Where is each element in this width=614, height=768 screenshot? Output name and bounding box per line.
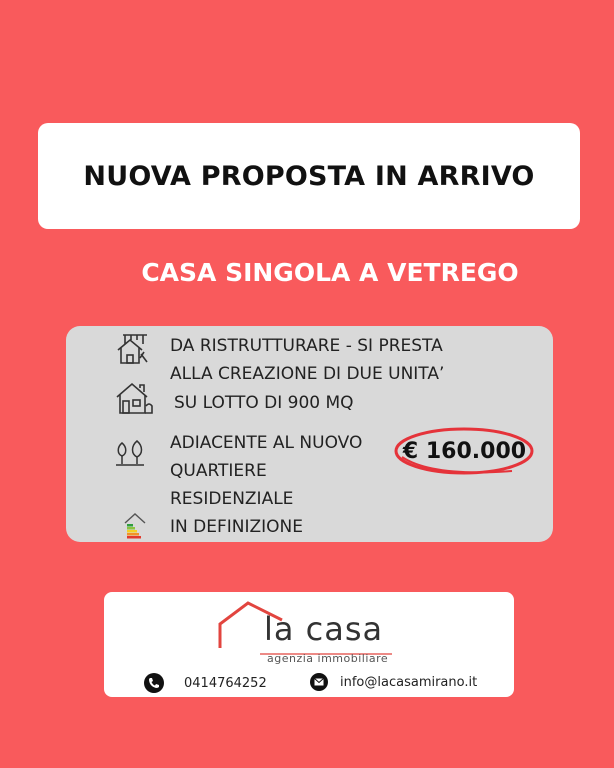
info-line-4: ADIACENTE AL NUOVO bbox=[170, 433, 363, 453]
email-icon bbox=[310, 673, 328, 691]
email-contact[interactable] bbox=[310, 673, 477, 691]
info-line-2: ALLA CREAZIONE DI DUE UNITA’ bbox=[170, 364, 445, 384]
headline-box bbox=[38, 123, 580, 229]
renovation-icon bbox=[114, 332, 150, 366]
agency-card bbox=[104, 592, 514, 697]
phone-contact[interactable] bbox=[144, 673, 267, 693]
info-line-5: QUARTIERE bbox=[170, 461, 267, 481]
headline: NUOVA PROPOSTA IN ARRIVO bbox=[83, 160, 535, 192]
price-badge bbox=[392, 425, 537, 477]
subtitle: CASA SINGOLA A VETREGO bbox=[141, 258, 519, 287]
logo-name: la casa bbox=[264, 610, 384, 648]
email-address[interactable]: info@lacasamirano.it bbox=[340, 674, 478, 690]
price: € 160.000 bbox=[402, 438, 527, 464]
info-line-6: RESIDENZIALE bbox=[170, 489, 294, 509]
phone-icon bbox=[144, 673, 164, 693]
info-line-7: IN DEFINIZIONE bbox=[170, 517, 303, 537]
energy-class-icon bbox=[122, 511, 148, 541]
info-line-1: DA RISTRUTTURARE - SI PRESTA bbox=[170, 336, 443, 356]
house-icon bbox=[114, 380, 154, 416]
info-line-3: SU LOTTO DI 900 MQ bbox=[174, 393, 354, 413]
trees-icon bbox=[114, 437, 146, 469]
phone-number[interactable]: 0414764252 bbox=[184, 675, 267, 691]
logo-tagline: agenzia immobiliare bbox=[267, 652, 389, 665]
